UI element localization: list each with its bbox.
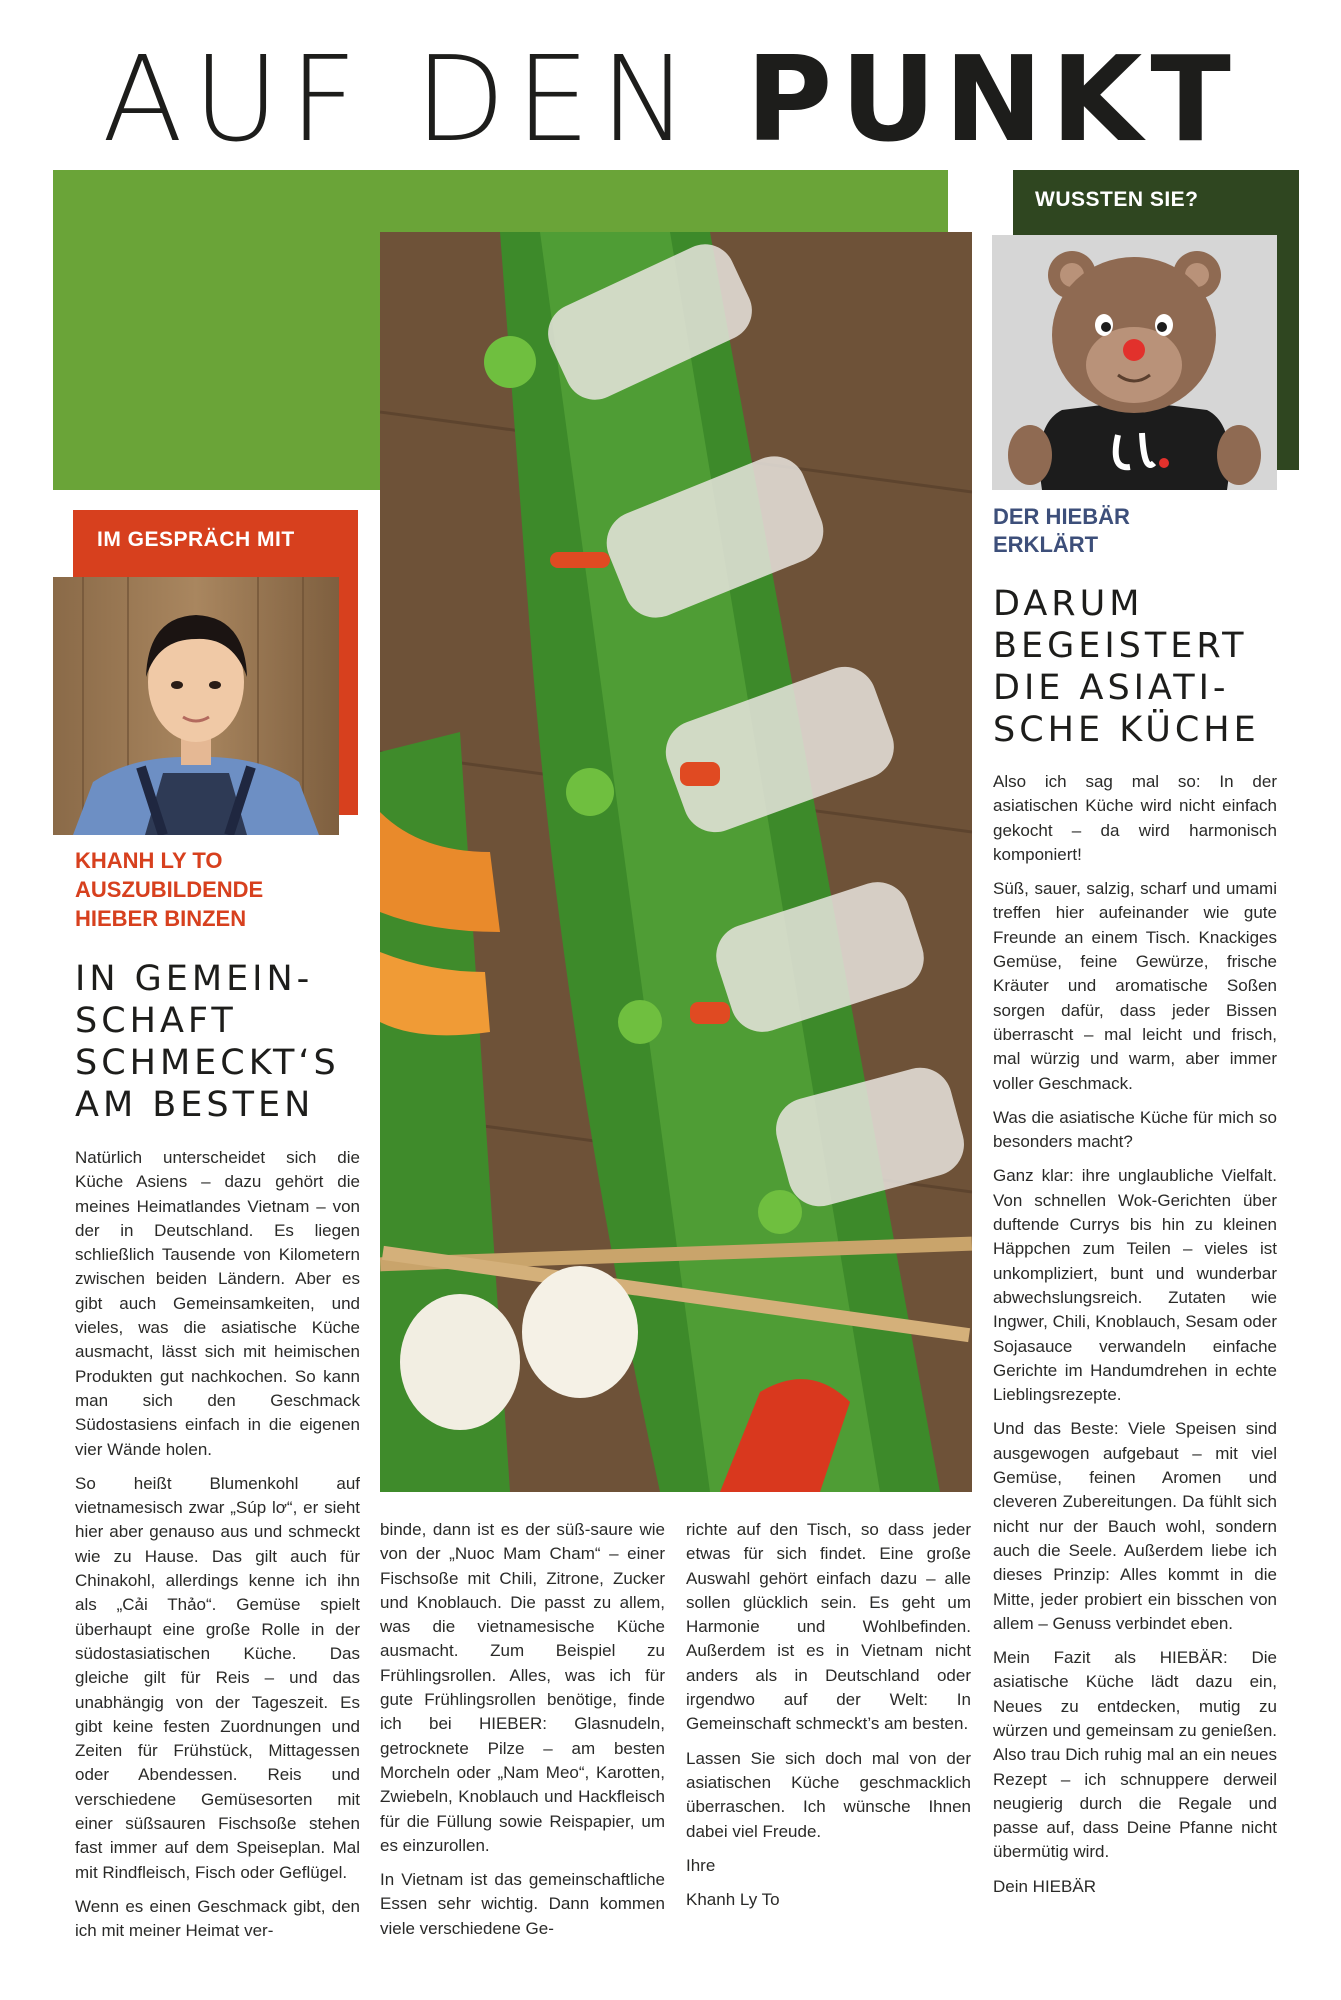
heading-line: AM BESTEN [75, 1085, 315, 1125]
heading-line: DARUM [993, 584, 1144, 624]
paragraph: Natürlich unterscheidet sich die Küche Asiens – dazu gehört die meines Heimatlandes Vietnam – von der in Deutschland. Es liegen schließlich Tausende von Kilometern zwischen beiden Ländern. Aber es gibt auch Gemeinsamkeiten, und vieles, was die asiatische Küche ausmacht, lässt sich mit heimischen Produkten gut nachkochen. So kann man sich den Geschmack Südostasiens einfach in die eigenen vier Wände holen. [75, 1148, 360, 1459]
spring-rolls-photo [380, 232, 972, 1492]
interview-tag: IM GESPRÄCH MIT [97, 528, 295, 551]
bear-icon [992, 235, 1277, 490]
portrait-illustration [53, 577, 339, 835]
signature: Khanh Ly To [686, 1890, 780, 1910]
sidebar-heading [993, 583, 1293, 751]
heading-line: DIE ASIATI- [993, 668, 1230, 708]
article-column-middle-2 [686, 1518, 971, 1922]
wussten-sie-tag: WUSSTEN SIE? [1035, 188, 1199, 211]
paragraph: Also ich sag mal so: In der asiatischen Küche wird nicht einfach gekocht – da wird harmonisch komponiert! [993, 772, 1277, 864]
masthead-light: AUF DEN [102, 30, 699, 168]
heading-line: SCHE KÜCHE [993, 710, 1260, 750]
spring-rolls-illustration [380, 232, 972, 1492]
name-line: AUSZUBILDENDE [75, 877, 264, 902]
hiebaer-bear-illustration [992, 235, 1277, 490]
paragraph: Süß, sauer, salzig, scharf und umami treffen hier aufeinander wie gute Freunde an einem Tisch. Knackiges Gemüse, feine Gewürze, frische Kräuter und aromatische Soßen sorgen dafür, dass jeder Bissen überrascht – mal leicht und frisch, mal würzig und warm, aber immer voller Geschmack. [993, 879, 1277, 1093]
masthead-title [0, 30, 1341, 168]
paragraph: Wenn es einen Geschmack gibt, den ich mit meiner Heimat ver- [75, 1896, 360, 1941]
signature: Dein HIEBÄR [993, 1876, 1096, 1896]
interview-heading [75, 958, 375, 1126]
heading-line: SCHMECKT‘S [75, 1043, 340, 1083]
closing: Ihre [686, 1855, 716, 1875]
label-line: ERKLÄRT [993, 532, 1099, 557]
name-line: HIEBER BINZEN [75, 906, 247, 931]
masthead-bold: PUNKT [745, 30, 1239, 168]
heading-line: IN GEMEIN- [75, 959, 314, 999]
paragraph: richte auf den Tisch, so dass jeder etwas für sich findet. Eine große Auswahl gehört einfach dazu – alle sollen glücklich sein. Es geht um Harmonie und Wohlbefinden. Außerdem ist es in Vietnam nicht anders als in Deutschland oder irgendwo auf der Welt: In Gemeinschaft schmeckt’s am besten. [686, 1520, 971, 1734]
paragraph: Mein Fazit als HIEBÄR: Die asiatische Küche lädt dazu ein, Neues zu entdecken, mutig zu würzen und gemeinsam zu genießen. Also trau Dich ruhig mal an ein neues Rezept – ich schnuppere derweil neugierig durch die Regale und passe auf, dass Deine Pfanne nicht übermütig wird. [993, 1648, 1277, 1862]
hiebaer-label [993, 503, 1253, 559]
paragraph: In Vietnam ist das gemeinschaftliche Essen sehr wichtig. Dann kommen viele verschiedene Ge- [380, 1870, 665, 1938]
paragraph: Und das Beste: Viele Speisen sind ausgewogen aufgebaut – mit viel Gemüse, feinen Aromen und cleveren Zubereitungen. Da fühlt sich nicht nur der Bauch wohl, sondern auch die Seele. Außerdem liebe ich dieses Prinzip: Alles kommt in die Mitte, jeder probiert ein bisschen von allem – Genuss verbindet eben. [993, 1419, 1277, 1633]
name-line: KHANH LY TO [75, 848, 223, 873]
portrait-photo [53, 577, 339, 835]
article-column-middle-1 [380, 1518, 665, 1951]
article-column-left [75, 1146, 360, 1954]
heading-line: BEGEISTERT [993, 626, 1248, 666]
paragraph: Ganz klar: ihre unglaubliche Vielfalt. Von schnellen Wok-Gerichten über duftende Currys bis hin zu kleinen Häppchen zum Teilen – vieles ist unkompliziert, bunt und wunderbar abwechslungsreich. Zutaten wie Ingwer, Chili, Knoblauch, Sesam oder Sojasauce verwandeln einfache Gerichte im Handumdrehen in echte Lieblingsrezepte. [993, 1166, 1277, 1405]
interviewee-name [75, 846, 345, 933]
paragraph: So heißt Blumenkohl auf vietnamesisch zwar „Súp lơ“, er sieht hier aber genauso aus und schmeckt wie zu Hause. Das gilt auch für Chinakohl, allerdings kenne ich ihn als „Cải Thảo“. Gemüse spielt überhaupt eine große Rolle in der südostasiatischen Küche. Das gleiche gilt für Reis – und das unabhängig von der Tageszeit. Es gibt keine festen Zuordnungen und Zeiten für Frühstück, Mittagessen oder Abendessen. Reis und verschiedene Gemüsesorten mit einer süßsauren Fischsoße stehen fast immer auf dem Speiseplan. Mal mit Rindfleisch, Fisch oder Geflügel. [75, 1473, 360, 1882]
paragraph: binde, dann ist es der süß-saure wie von der „Nuoc Mam Cham“ – einer Fischsoße mit Chili, Zitrone, Zucker und Knoblauch. Die passt zu allem, was die vietnamesische Küche ausmacht. Zum Beispiel zu Frühlingsrollen. Alles, was ich für gute Frühlingsrollen benötige, finde ich bei HIEBER: Glasnudeln, getrocknete Pilze – am besten Morcheln oder „Nam Meo“, Karotten, Zwiebeln, Knoblauch und Hackfleisch für die Füllung sowie Reispapier, um es einzurollen. [380, 1520, 665, 1855]
sidebar-text-column [993, 770, 1277, 1909]
heading-line: SCHAFT [75, 1001, 237, 1041]
paragraph: Was die asiatische Küche für mich so besonders macht? [993, 1107, 1277, 1152]
label-line: DER HIEBÄR [993, 504, 1130, 529]
paragraph: Lassen Sie sich doch mal von der asiatischen Küche geschmacklich überraschen. Ich wünsche Ihnen dabei viel Freude. [686, 1748, 971, 1841]
